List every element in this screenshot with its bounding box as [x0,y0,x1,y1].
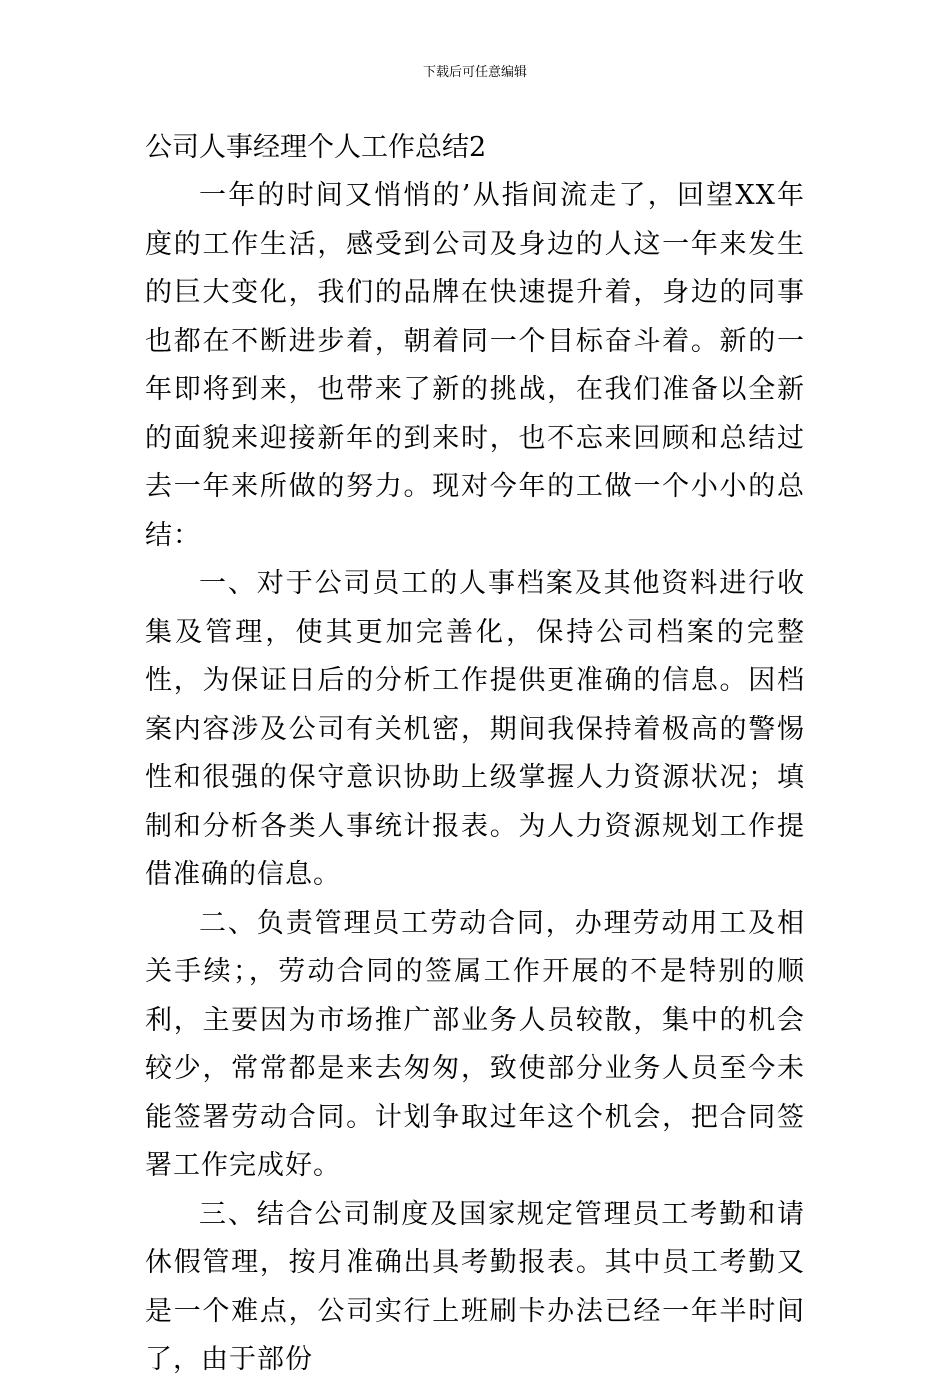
document-title: 公司人事经理个人工作总结2 [145,132,487,163]
paragraph-intro: 一年的时间又悄悄的’从指间流走了，回望XX年度的工作生活，感受到公司及身边的人这一年来发生的巨大变化，我们的品牌在快速提升着，身边的同事也都在不断进步着，朝着同一个目标奋斗着。新的一年即将到来，也带来了新的挑战，在我们准备以全新的面貌来迎接新年的到来时，也不忘来回顾和总结过去一年来所做的努力。现对今年的工做一个小小的总结： [145,180,805,551]
document-body [145,126,805,1385]
paragraph-item-3: 三、结合公司制度及国家规定管理员工考勤和请休假管理，按月准确出具考勤报表。其中员工考勤又是一个难点，公司实行上班刷卡办法已经一年半时间了，由于部份 [145,1198,805,1375]
paragraph-item-1: 一、对于公司员工的人事档案及其他资料进行收集及管理，使其更加完善化，保持公司档案的完整性，为保证日后的分析工作提供更准确的信息。因档案内容涉及公司有关机密，期间我保持着极高的警惕性和很强的保守意识协助上级掌握人力资源状况；填制和分析各类人事统计报表。为人力资源规划工作提借准确的信息。 [145,568,805,890]
page-header: 下载后可任意编辑 [422,65,527,80]
paragraph-item-2: 二、负责管理员工劳动合同，办理劳动用工及相关手续；，劳动合同的签属工作开展的不是特别的顺利，主要因为市场推广部业务人员较散，集中的机会较少，常常都是来去匆匆，致使部分业务人员至今未能签署劳动合同。计划争取过年这个机会，把合同签署工作完成好。 [145,907,805,1181]
